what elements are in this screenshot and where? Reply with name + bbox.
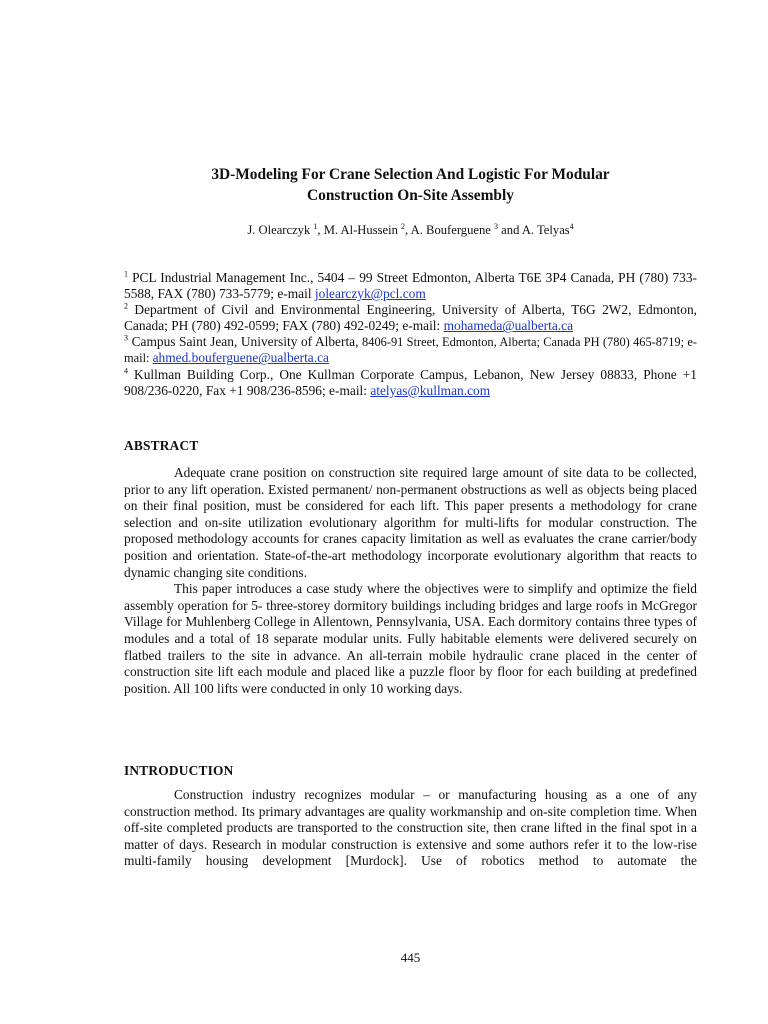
affiliation-marker: 4	[124, 366, 128, 376]
affiliations	[124, 270, 697, 399]
email-link[interactable]: mohameda@ualberta.ca	[443, 318, 574, 334]
page-number: 445	[400, 950, 421, 965]
author-affil-marker: 3	[494, 221, 499, 231]
title-line-2: Construction On-Site Assembly	[307, 187, 514, 204]
affiliation-text-small: 8406-91 Street, Edmonton, Alberta; Canada PH (780) 465-8719; e-mail:	[124, 335, 697, 366]
email-link[interactable]: atelyas@kullman.com	[370, 382, 491, 398]
affiliation-4	[124, 367, 697, 399]
paper-title	[124, 164, 697, 206]
affiliation-text: Kullman Building Corp., One Kullman Corporate Campus, Lebanon, New Jersey 08833, Phone +1 908/236-0220, Fax +1 908/236-8596; e-mail:	[124, 366, 697, 398]
author-name: A. Bouferguene	[410, 223, 491, 237]
affiliation-3	[124, 334, 697, 366]
affiliation-text: Department of Civil and Environmental Engineering, University of Alberta, T6G 2W2, Edmonton, Canada; PH (780) 492-0599; FAX (780) 492-0249; e-mail:	[124, 302, 697, 334]
abstract-paragraph-1: Adequate crane position on construction site required large amount of site data to be collected, prior to any lift operation. Existed permanent/ non-permanent obstructions as well as objects being placed on their final position, must be considered for each lift. This paper presents a methodology for crane selection and on-site utilization evolutionary algorithm for multi-lifts for modular construction. The proposed methodology accounts for cranes capacity limitation as well as evaluates the crane carrier/body position and orientation. State-of-the-art methodology incorporate evolutionary algorithm that reacts to dynamic changing site conditions.	[124, 465, 697, 580]
author-affil-marker: 1	[313, 221, 318, 231]
author-affil-marker: 4	[569, 221, 574, 231]
affiliation-text: Campus Saint Jean, University of Alberta,	[128, 334, 363, 350]
email-link[interactable]: ahmed.bouferguene@ualberta.ca	[152, 350, 329, 366]
author-separator: ,	[317, 223, 324, 237]
affiliation-marker: 2	[124, 301, 128, 311]
affiliation-1	[124, 270, 697, 302]
author-separator: and	[498, 223, 522, 237]
title-line-1: 3D-Modeling For Crane Selection And Logistic For Modular	[211, 166, 610, 183]
abstract-body	[124, 465, 697, 697]
abstract-paragraph-2: This paper introduces a case study where the objectives were to simplify and optimize the field assembly operation for 5- three-storey dormitory buildings including bridges and large roofs in McGregor Village for Muhlenberg College in Allentown, Pennsylvania, USA. Each dormitory contains three types of modules and a total of 18 separate modular units. Fully habitable elements were delivered securely on flatbed trailers to the site in advance. An all-terrain mobile hydraulic crane placed in the center of construction site lift each module and placed like a puzzle floor by floor for each building at predefined position. All 100 lifts were conducted in only 10 working days.	[124, 581, 697, 696]
author-name: M. Al-Hussein	[323, 223, 398, 237]
email-link[interactable]: jolearczyk@pcl.com	[314, 286, 426, 302]
author-name: J. Olearczyk	[247, 223, 311, 237]
affiliation-marker: 3	[124, 333, 128, 343]
affiliation-text: PCL Industrial Management Inc., 5404 – 99 Street Edmonton, Alberta T6E 3P4 Canada, PH (780) 733-5588, FAX (780) 733-5779; e-mail	[124, 270, 697, 302]
author-affil-marker: 2	[401, 221, 406, 231]
introduction-paragraph: Construction industry recognizes modular – or manufacturing housing as a one of any construction method. Its primary advantages are quality workmanship and on-site completion time. When off-site completed products are transported to the construction site, then crane lifted in the final spot in a matter of days. Research in modular construction is extensive and some authors refer it to the low-rise multi-family housing development [Murdock]. Use of robotics method to automate the	[124, 787, 697, 869]
introduction-body	[124, 787, 697, 870]
affiliation-marker: 1	[124, 269, 128, 279]
affiliation-2	[124, 302, 697, 334]
author-separator: ,	[405, 223, 411, 237]
author-name: A. Telyas	[521, 223, 570, 237]
author-list	[124, 222, 697, 238]
abstract-heading: ABSTRACT	[124, 438, 199, 453]
introduction-heading: INTRODUCTION	[124, 763, 234, 778]
